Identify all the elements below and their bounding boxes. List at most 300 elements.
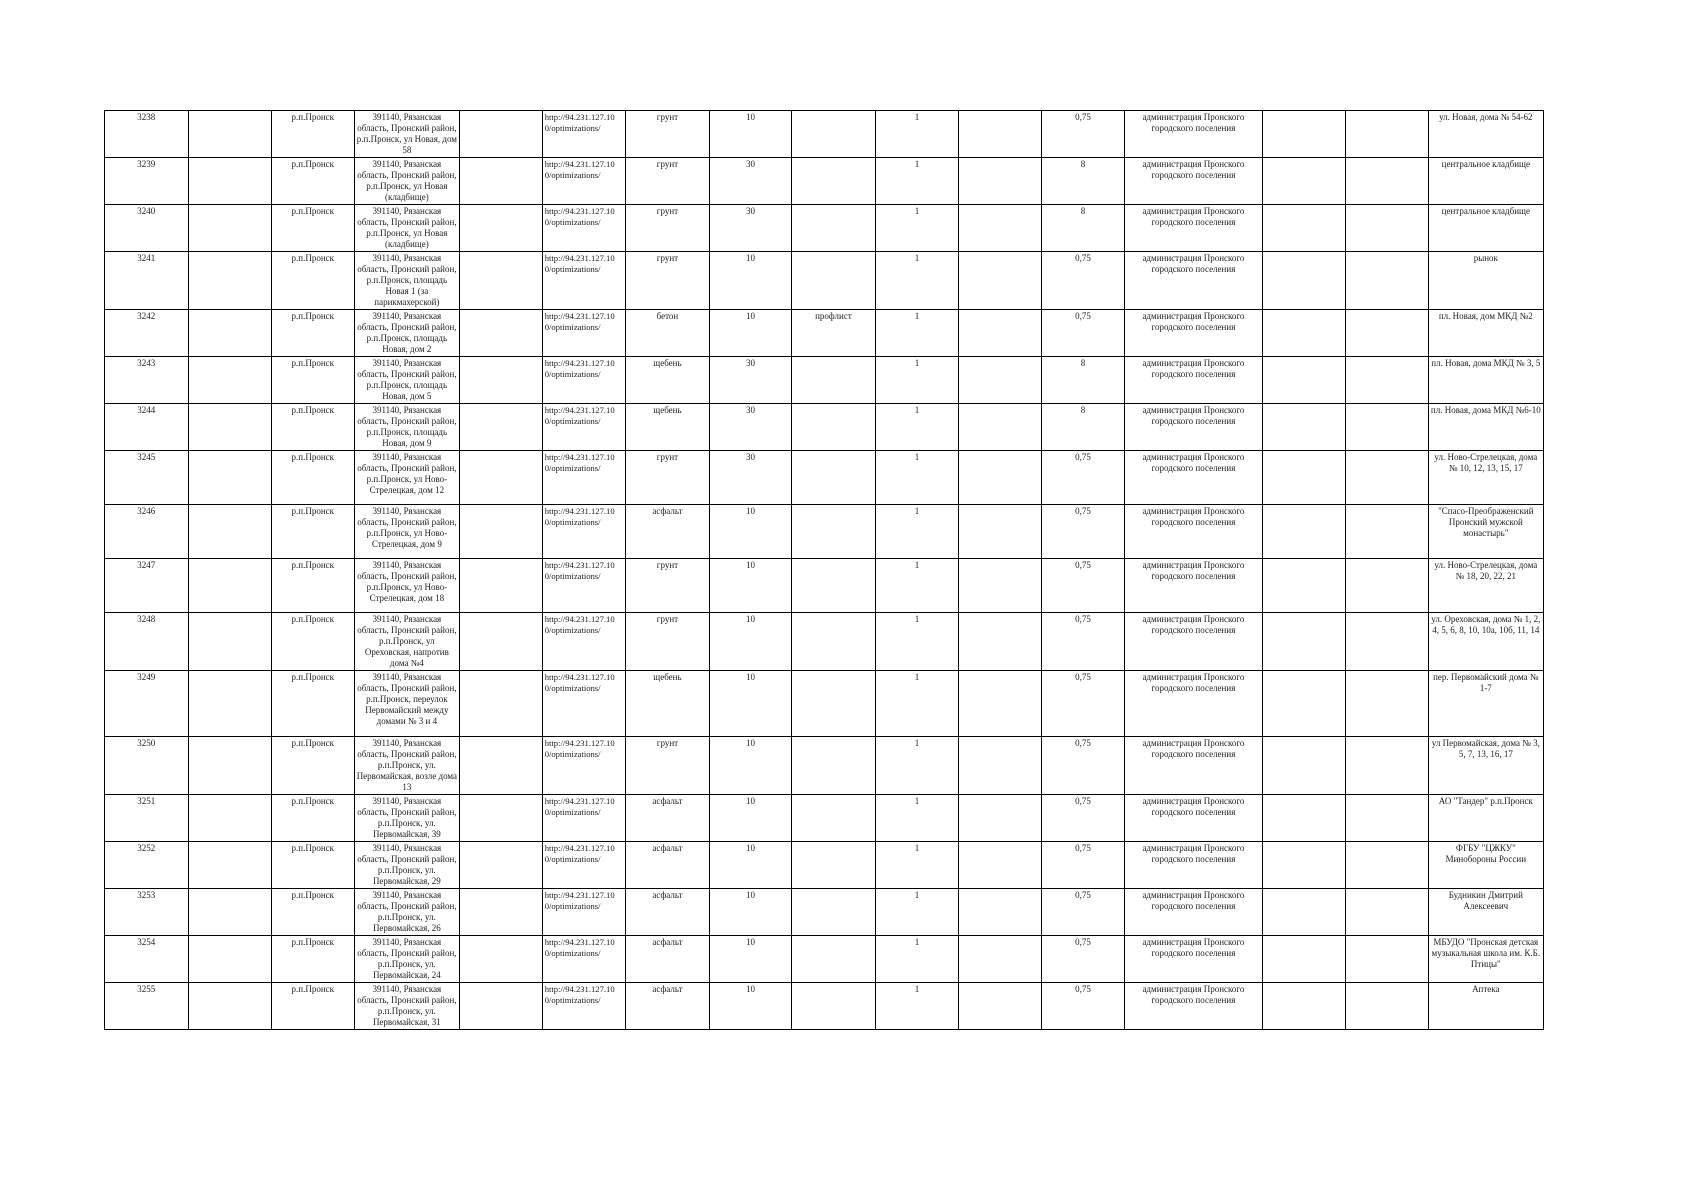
empty-cell [1346,559,1428,613]
empty-cell [188,737,272,795]
empty-cell [1262,936,1346,983]
empty-cell [959,310,1041,357]
empty-cell [460,737,542,795]
owner-cell: администрация Пронского городского поселения [1125,671,1262,737]
waste-source-cell: центральное кладбище [1428,205,1543,252]
cover-cell [792,737,876,795]
area-cell: 30 [709,404,791,451]
empty-cell [1262,357,1346,404]
surface-cell: грунт [626,737,710,795]
container-count-cell: 1 [875,404,959,451]
empty-cell [959,357,1041,404]
address-cell: 391140, Рязанская область, Пронский район, р.п.Пронск, ул Ново-Стрелецкая, дом 9 [354,505,460,559]
surface-cell: щебень [626,357,710,404]
empty-cell [1262,559,1346,613]
container-count-cell: 1 [875,357,959,404]
waste-source-cell: рынок [1428,252,1543,310]
empty-cell [1262,613,1346,671]
cover-cell [792,451,876,505]
empty-cell [1346,252,1428,310]
settlement-cell: р.п.Пронск [272,158,354,205]
settlement-cell: р.п.Пронск [272,310,354,357]
table-row [105,936,1544,983]
owner-cell: администрация Пронского городского поселения [1125,737,1262,795]
empty-cell [188,252,272,310]
area-cell: 30 [709,357,791,404]
waste-source-cell: пл. Новая, дома МКД №6-10 [1428,404,1543,451]
empty-cell [959,559,1041,613]
table-row [105,404,1544,451]
settlement-cell: р.п.Пронск [272,613,354,671]
area-cell: 10 [709,559,791,613]
empty-cell [959,505,1041,559]
row-number-cell: 3245 [105,451,189,505]
table-row [105,310,1544,357]
area-cell: 10 [709,842,791,889]
waste-source-cell: Аптека [1428,983,1543,1030]
surface-cell: грунт [626,559,710,613]
owner-cell: администрация Пронского городского поселения [1125,357,1262,404]
volume-cell: 0,75 [1041,889,1125,936]
empty-cell [460,111,542,158]
empty-cell [1346,404,1428,451]
area-cell: 10 [709,936,791,983]
empty-cell [1346,983,1428,1030]
empty-cell [959,936,1041,983]
table-row [105,252,1544,310]
area-cell: 10 [709,252,791,310]
empty-cell [1262,310,1346,357]
empty-cell [188,451,272,505]
container-count-cell: 1 [875,795,959,842]
url-cell: http://94.231.127.10 0/optimizations/ [542,158,626,205]
empty-cell [1262,111,1346,158]
row-number-cell: 3242 [105,310,189,357]
surface-cell: грунт [626,205,710,252]
volume-cell: 0,75 [1041,983,1125,1030]
table-row [105,559,1544,613]
volume-cell: 0,75 [1041,936,1125,983]
empty-cell [188,505,272,559]
row-number-cell: 3241 [105,252,189,310]
empty-cell [1262,842,1346,889]
table-row [105,451,1544,505]
url-cell: http://94.231.127.10 0/optimizations/ [542,983,626,1030]
cover-cell [792,252,876,310]
owner-cell: администрация Пронского городского поселения [1125,310,1262,357]
table-row [105,505,1544,559]
cover-cell [792,936,876,983]
row-number-cell: 3249 [105,671,189,737]
empty-cell [1262,451,1346,505]
cover-cell [792,205,876,252]
row-number-cell: 3248 [105,613,189,671]
empty-cell [1346,795,1428,842]
cover-cell [792,559,876,613]
surface-cell: асфальт [626,983,710,1030]
empty-cell [1346,310,1428,357]
row-number-cell: 3252 [105,842,189,889]
empty-cell [1346,205,1428,252]
volume-cell: 0,75 [1041,671,1125,737]
container-count-cell: 1 [875,842,959,889]
volume-cell: 0,75 [1041,451,1125,505]
settlement-cell: р.п.Пронск [272,404,354,451]
empty-cell [460,889,542,936]
address-cell: 391140, Рязанская область, Пронский район, р.п.Пронск, ул Новая (кладбище) [354,158,460,205]
url-cell: http://94.231.127.10 0/optimizations/ [542,842,626,889]
empty-cell [1346,936,1428,983]
empty-cell [1262,795,1346,842]
settlement-cell: р.п.Пронск [272,559,354,613]
settlement-cell: р.п.Пронск [272,451,354,505]
waste-source-cell: ул. Новая, дома № 54-62 [1428,111,1543,158]
container-count-cell: 1 [875,936,959,983]
settlement-cell: р.п.Пронск [272,505,354,559]
settlement-cell: р.п.Пронск [272,357,354,404]
address-cell: 391140, Рязанская область, Пронский район, р.п.Пронск, площадь Новая, дом 2 [354,310,460,357]
container-count-cell: 1 [875,505,959,559]
empty-cell [1346,613,1428,671]
waste-source-cell: "Спасо-Преображенский Пронский мужской монастырь" [1428,505,1543,559]
url-cell: http://94.231.127.10 0/optimizations/ [542,451,626,505]
waste-source-cell: ул Первомайская, дома № 3, 5, 7, 13, 16, 17 [1428,737,1543,795]
empty-cell [1346,737,1428,795]
volume-cell: 8 [1041,357,1125,404]
owner-cell: администрация Пронского городского поселения [1125,451,1262,505]
address-cell: 391140, Рязанская область, Пронский район, р.п.Пронск, переулок Первомайский между домами № 3 и 4 [354,671,460,737]
area-cell: 10 [709,111,791,158]
empty-cell [188,404,272,451]
settlement-cell: р.п.Пронск [272,795,354,842]
address-cell: 391140, Рязанская область, Пронский район, р.п.Пронск, ул. Первомайская, 26 [354,889,460,936]
area-cell: 10 [709,889,791,936]
container-count-cell: 1 [875,737,959,795]
table-row [105,158,1544,205]
empty-cell [959,613,1041,671]
address-cell: 391140, Рязанская область, Пронский район, р.п.Пронск, ул. Первомайская, 39 [354,795,460,842]
settlement-cell: р.п.Пронск [272,111,354,158]
empty-cell [1262,252,1346,310]
empty-cell [1262,205,1346,252]
area-cell: 10 [709,505,791,559]
surface-cell: грунт [626,252,710,310]
table-row [105,889,1544,936]
area-cell: 10 [709,737,791,795]
cover-cell [792,357,876,404]
empty-cell [1262,671,1346,737]
address-cell: 391140, Рязанская область, Пронский район, р.п.Пронск, ул. Первомайская, возле дома 13 [354,737,460,795]
owner-cell: администрация Пронского городского поселения [1125,205,1262,252]
waste-source-cell: АО "Тандер" р.п.Пронск [1428,795,1543,842]
volume-cell: 0,75 [1041,842,1125,889]
empty-cell [460,404,542,451]
surface-cell: бетон [626,310,710,357]
row-number-cell: 3244 [105,404,189,451]
container-count-cell: 1 [875,252,959,310]
table-row [105,613,1544,671]
table-row [105,983,1544,1030]
settlement-cell: р.п.Пронск [272,936,354,983]
empty-cell [188,671,272,737]
owner-cell: администрация Пронского городского поселения [1125,111,1262,158]
empty-cell [959,889,1041,936]
table-row [105,205,1544,252]
address-cell: 391140, Рязанская область, Пронский район, р.п.Пронск, площадь Новая, дом 5 [354,357,460,404]
address-cell: 391140, Рязанская область, Пронский район, р.п.Пронск, ул Ново-Стрелецкая, дом 12 [354,451,460,505]
container-count-cell: 1 [875,559,959,613]
area-cell: 30 [709,451,791,505]
cover-cell [792,842,876,889]
surface-cell: асфальт [626,889,710,936]
settlement-cell: р.п.Пронск [272,737,354,795]
container-count-cell: 1 [875,451,959,505]
url-cell: http://94.231.127.10 0/optimizations/ [542,889,626,936]
container-count-cell: 1 [875,889,959,936]
volume-cell: 8 [1041,158,1125,205]
waste-source-cell: ул. Ореховская, дома № 1, 2, 4, 5, 6, 8, 10, 10а, 10б, 11, 14 [1428,613,1543,671]
area-cell: 10 [709,613,791,671]
surface-cell: щебень [626,671,710,737]
volume-cell: 8 [1041,205,1125,252]
address-cell: 391140, Рязанская область, Пронский район, р.п.Пронск, ул Новая (кладбище) [354,205,460,252]
owner-cell: администрация Пронского городского поселения [1125,613,1262,671]
volume-cell: 0,75 [1041,310,1125,357]
empty-cell [959,158,1041,205]
address-cell: 391140, Рязанская область, Пронский район, р.п.Пронск, площадь Новая 1 (за парикмахерской) [354,252,460,310]
cover-cell [792,111,876,158]
url-cell: http://94.231.127.10 0/optimizations/ [542,613,626,671]
empty-cell [188,310,272,357]
cover-cell: профлист [792,310,876,357]
url-cell: http://94.231.127.10 0/optimizations/ [542,252,626,310]
surface-cell: грунт [626,111,710,158]
volume-cell: 0,75 [1041,111,1125,158]
empty-cell [1346,111,1428,158]
area-cell: 30 [709,205,791,252]
address-cell: 391140, Рязанская область, Пронский район, р.п.Пронск, ул. Первомайская, 31 [354,983,460,1030]
empty-cell [959,795,1041,842]
empty-cell [959,451,1041,505]
row-number-cell: 3250 [105,737,189,795]
url-cell: http://94.231.127.10 0/optimizations/ [542,205,626,252]
address-cell: 391140, Рязанская область, Пронский район, р.п.Пронск, ул Ново-Стрелецкая, дом 18 [354,559,460,613]
address-cell: 391140, Рязанская область, Пронский район, р.п.Пронск, ул. Первомайская, 29 [354,842,460,889]
row-number-cell: 3240 [105,205,189,252]
empty-cell [959,671,1041,737]
cover-cell [792,404,876,451]
waste-source-cell: ФГБУ "ЦЖКУ" Минобороны России [1428,842,1543,889]
surface-cell: грунт [626,613,710,671]
empty-cell [188,111,272,158]
container-count-cell: 1 [875,158,959,205]
cover-cell [792,795,876,842]
empty-cell [188,889,272,936]
container-count-cell: 1 [875,613,959,671]
container-count-cell: 1 [875,205,959,252]
owner-cell: администрация Пронского городского поселения [1125,559,1262,613]
empty-cell [188,613,272,671]
row-number-cell: 3247 [105,559,189,613]
waste-source-cell: пл. Новая, дома МКД № 3, 5 [1428,357,1543,404]
cover-cell [792,613,876,671]
address-cell: 391140, Рязанская область, Пронский район, р.п.Пронск, ул. Первомайская, 24 [354,936,460,983]
container-count-cell: 1 [875,983,959,1030]
surface-cell: асфальт [626,505,710,559]
volume-cell: 8 [1041,404,1125,451]
waste-source-cell: центральное кладбище [1428,158,1543,205]
table-row [105,737,1544,795]
owner-cell: администрация Пронского городского поселения [1125,795,1262,842]
surface-cell: щебень [626,404,710,451]
empty-cell [959,404,1041,451]
empty-cell [460,451,542,505]
table-row [105,842,1544,889]
area-cell: 10 [709,795,791,842]
address-cell: 391140, Рязанская область, Пронский район, р.п.Пронск, площадь Новая, дом 9 [354,404,460,451]
row-number-cell: 3238 [105,111,189,158]
empty-cell [1346,842,1428,889]
url-cell: http://94.231.127.10 0/optimizations/ [542,357,626,404]
row-number-cell: 3239 [105,158,189,205]
empty-cell [1346,505,1428,559]
waste-source-cell: пл. Новая, дом МКД №2 [1428,310,1543,357]
owner-cell: администрация Пронского городского поселения [1125,983,1262,1030]
row-number-cell: 3254 [105,936,189,983]
url-cell: http://94.231.127.10 0/optimizations/ [542,404,626,451]
area-cell: 10 [709,310,791,357]
url-cell: http://94.231.127.10 0/optimizations/ [542,559,626,613]
empty-cell [959,983,1041,1030]
settlement-cell: р.п.Пронск [272,842,354,889]
waste-source-cell: Будникин Дмитрий Алексеевич [1428,889,1543,936]
surface-cell: асфальт [626,842,710,889]
surface-cell: асфальт [626,936,710,983]
empty-cell [959,205,1041,252]
empty-cell [188,795,272,842]
empty-cell [460,795,542,842]
owner-cell: администрация Пронского городского поселения [1125,889,1262,936]
registry-table [104,110,1544,1030]
empty-cell [460,310,542,357]
volume-cell: 0,75 [1041,737,1125,795]
area-cell: 10 [709,671,791,737]
owner-cell: администрация Пронского городского поселения [1125,936,1262,983]
registry-table-body [105,111,1544,1030]
empty-cell [460,158,542,205]
cover-cell [792,983,876,1030]
row-number-cell: 3255 [105,983,189,1030]
address-cell: 391140, Рязанская область, Пронский район, р.п.Пронск, ул Новая, дом 58 [354,111,460,158]
empty-cell [188,357,272,404]
waste-source-cell: МБУДО "Пронская детская музыкальная школа им. К.Б. Птицы" [1428,936,1543,983]
empty-cell [959,111,1041,158]
empty-cell [460,505,542,559]
owner-cell: администрация Пронского городского поселения [1125,252,1262,310]
url-cell: http://94.231.127.10 0/optimizations/ [542,936,626,983]
empty-cell [188,936,272,983]
empty-cell [1262,983,1346,1030]
empty-cell [959,737,1041,795]
url-cell: http://94.231.127.10 0/optimizations/ [542,671,626,737]
empty-cell [188,983,272,1030]
settlement-cell: р.п.Пронск [272,983,354,1030]
row-number-cell: 3246 [105,505,189,559]
row-number-cell: 3243 [105,357,189,404]
empty-cell [460,205,542,252]
cover-cell [792,158,876,205]
empty-cell [1346,671,1428,737]
empty-cell [460,842,542,889]
owner-cell: администрация Пронского городского поселения [1125,842,1262,889]
waste-source-cell: пер. Первомайский дома № 1-7 [1428,671,1543,737]
address-cell: 391140, Рязанская область, Пронский район, р.п.Пронск, ул Ореховская, напротив дома №4 [354,613,460,671]
volume-cell: 0,75 [1041,559,1125,613]
empty-cell [1262,158,1346,205]
surface-cell: грунт [626,158,710,205]
cover-cell [792,505,876,559]
empty-cell [460,671,542,737]
url-cell: http://94.231.127.10 0/optimizations/ [542,310,626,357]
table-row [105,671,1544,737]
empty-cell [460,936,542,983]
empty-cell [1262,889,1346,936]
empty-cell [188,559,272,613]
settlement-cell: р.п.Пронск [272,205,354,252]
settlement-cell: р.п.Пронск [272,671,354,737]
empty-cell [188,158,272,205]
waste-source-cell: ул. Ново-Стрелецкая, дома № 10, 12, 13, 15, 17 [1428,451,1543,505]
volume-cell: 0,75 [1041,795,1125,842]
empty-cell [188,205,272,252]
url-cell: http://94.231.127.10 0/optimizations/ [542,505,626,559]
table-row [105,357,1544,404]
surface-cell: асфальт [626,795,710,842]
empty-cell [1346,357,1428,404]
empty-cell [460,613,542,671]
table-row [105,111,1544,158]
surface-cell: грунт [626,451,710,505]
volume-cell: 0,75 [1041,505,1125,559]
owner-cell: администрация Пронского городского поселения [1125,158,1262,205]
settlement-cell: р.п.Пронск [272,889,354,936]
empty-cell [959,252,1041,310]
row-number-cell: 3251 [105,795,189,842]
url-cell: http://94.231.127.10 0/optimizations/ [542,737,626,795]
empty-cell [1262,505,1346,559]
empty-cell [188,842,272,889]
waste-source-cell: ул. Ново-Стрелецкая, дома № 18, 20, 22, 21 [1428,559,1543,613]
settlement-cell: р.п.Пронск [272,252,354,310]
owner-cell: администрация Пронского городского поселения [1125,505,1262,559]
empty-cell [959,842,1041,889]
empty-cell [460,252,542,310]
cover-cell [792,671,876,737]
container-count-cell: 1 [875,111,959,158]
empty-cell [1262,404,1346,451]
table-row [105,795,1544,842]
empty-cell [460,357,542,404]
url-cell: http://94.231.127.10 0/optimizations/ [542,111,626,158]
url-cell: http://94.231.127.10 0/optimizations/ [542,795,626,842]
empty-cell [460,559,542,613]
container-count-cell: 1 [875,671,959,737]
empty-cell [1346,889,1428,936]
empty-cell [1346,451,1428,505]
area-cell: 30 [709,158,791,205]
volume-cell: 0,75 [1041,613,1125,671]
empty-cell [1346,158,1428,205]
